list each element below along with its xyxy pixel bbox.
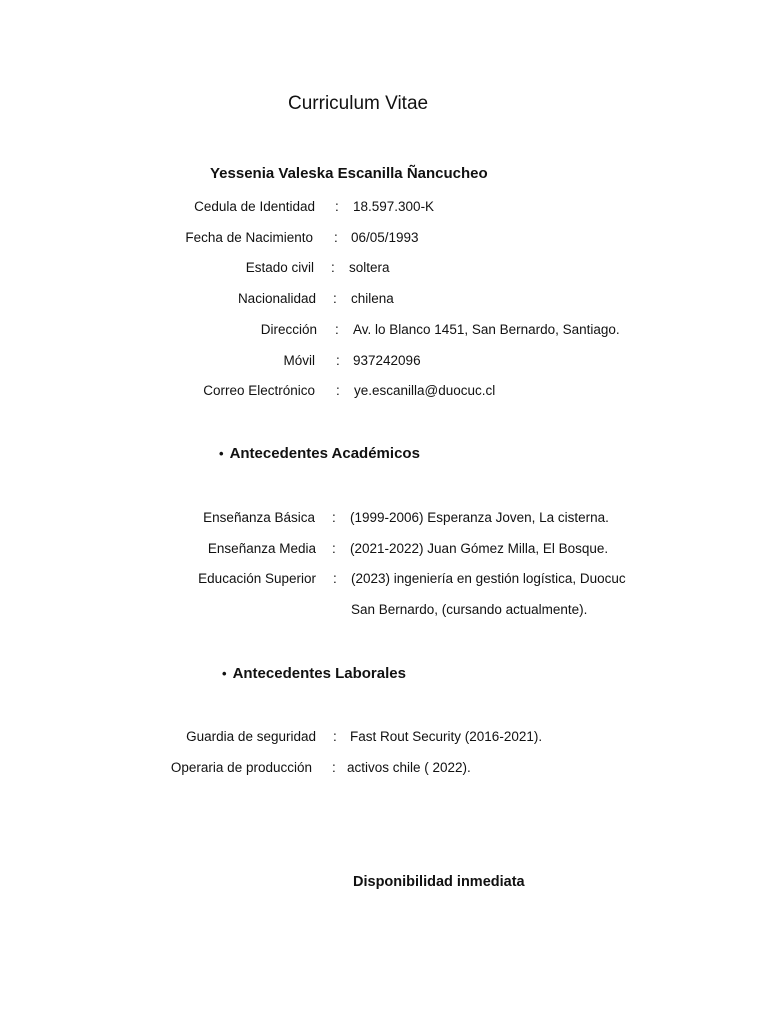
label-educacion-superior: Educación Superior xyxy=(198,571,316,586)
candidate-name: Yessenia Valeska Escanilla Ñancucheo xyxy=(210,165,488,182)
label-direccion: Dirección xyxy=(260,322,317,337)
value-fecha-nacimiento: 06/05/1993 xyxy=(351,230,419,245)
value-educacion-superior-line2: San Bernardo, (cursando actualmente). xyxy=(351,602,588,617)
colon: : xyxy=(335,199,339,214)
colon: : xyxy=(336,353,340,368)
label-fecha-nacimiento: Fecha de Nacimiento xyxy=(185,230,313,245)
bullet-icon: • xyxy=(222,666,227,681)
label-operaria-produccion: Operaria de producción xyxy=(170,760,312,775)
availability-note: Disponibilidad inmediata xyxy=(353,874,525,890)
colon: : xyxy=(331,260,335,275)
section-work-heading xyxy=(222,665,406,682)
colon: : xyxy=(333,729,337,744)
value-nacionalidad: chilena xyxy=(351,291,394,306)
label-correo: Correo Electrónico xyxy=(203,383,315,398)
section-academic-title: Antecedentes Académicos xyxy=(229,445,420,462)
colon: : xyxy=(332,760,336,775)
colon: : xyxy=(332,510,336,525)
label-guardia-seguridad: Guardia de seguridad xyxy=(186,729,316,744)
value-operaria-produccion: activos chile ( 2022). xyxy=(347,760,471,775)
label-nacionalidad: Nacionalidad xyxy=(237,291,316,306)
section-academic-heading xyxy=(219,445,420,462)
value-ensenanza-media: (2021-2022) Juan Gómez Milla, El Bosque. xyxy=(350,541,609,556)
value-ensenanza-basica: (1999-2006) Esperanza Joven, La cisterna. xyxy=(350,510,609,525)
colon: : xyxy=(334,230,338,245)
value-guardia-seguridad: Fast Rout Security (2016-2021). xyxy=(350,729,543,744)
value-educacion-superior: (2023) ingeniería en gestión logística, Duocuc xyxy=(351,571,626,586)
value-movil: 937242096 xyxy=(353,353,421,368)
label-ensenanza-basica: Enseñanza Básica xyxy=(203,510,315,525)
section-work-title: Antecedentes Laborales xyxy=(232,665,406,682)
value-cedula: 18.597.300-K xyxy=(353,199,435,214)
colon: : xyxy=(333,571,337,586)
value-direccion: Av. lo Blanco 1451, San Bernardo, Santiago. xyxy=(353,322,620,337)
colon: : xyxy=(333,291,337,306)
label-cedula: Cedula de Identidad xyxy=(194,199,315,214)
value-estado-civil: soltera xyxy=(349,260,390,275)
label-estado-civil: Estado civil xyxy=(245,260,314,275)
label-movil: Móvil xyxy=(283,353,315,368)
colon: : xyxy=(336,383,340,398)
label-ensenanza-media: Enseñanza Media xyxy=(207,541,316,556)
bullet-icon: • xyxy=(219,446,224,461)
value-correo: ye.escanilla@duocuc.cl xyxy=(354,383,496,398)
colon: : xyxy=(332,541,336,556)
colon: : xyxy=(335,322,339,337)
document-title: Curriculum Vitae xyxy=(288,93,429,114)
